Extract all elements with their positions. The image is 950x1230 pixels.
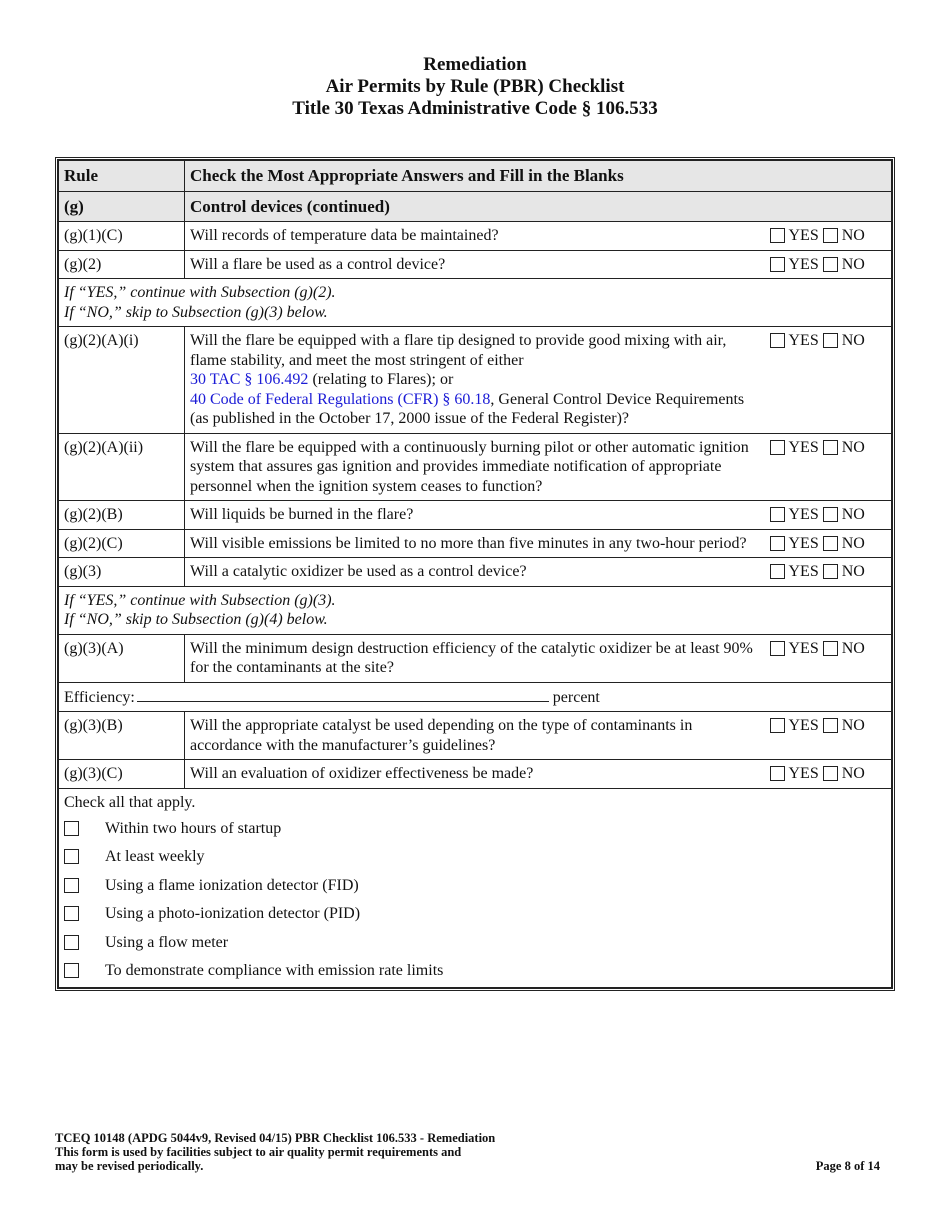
rule-cell: (g)(3)(B) (59, 712, 185, 760)
instruction-line: If “NO,” skip to Subsection (g)(3) below. (64, 303, 328, 321)
question-text: Will the flare be equipped with a flare tip designed to provide good mixing with air, flame stability, and meet the most stringent of either (190, 332, 727, 369)
section-desc: Control devices (continued) (185, 191, 892, 222)
instruction-line: If “NO,” skip to Subsection (g)(4) below. (64, 611, 328, 628)
yes-label: YES (788, 534, 819, 552)
header-desc: Check the Most Appropriate Answers and Fill in the Blanks (185, 161, 892, 192)
table-row (59, 760, 892, 789)
yes-no-cell (762, 222, 892, 251)
efficiency-unit: percent (552, 688, 600, 706)
table-row (59, 634, 892, 682)
rule-cell: (g)(3) (59, 558, 185, 587)
yes-checkbox[interactable] (770, 641, 785, 656)
document-title (0, 54, 950, 120)
yes-checkbox[interactable] (770, 228, 785, 243)
yes-label: YES (788, 227, 819, 244)
yes-no-cell (762, 634, 892, 682)
efficiency-row (59, 682, 892, 712)
no-label: NO (841, 227, 865, 244)
option-item[interactable] (64, 871, 886, 900)
rule-cell: (g)(2)(A)(i) (59, 327, 185, 434)
option-label: At least weekly (105, 848, 205, 865)
yes-label: YES (788, 765, 819, 782)
rule-cell: (g)(2)(B) (59, 501, 185, 530)
option-checkbox[interactable] (64, 906, 79, 921)
no-checkbox[interactable] (823, 718, 838, 733)
instruction-line: If “YES,” continue with Subsection (g)(2). (64, 284, 336, 301)
yes-label: YES (788, 332, 819, 349)
yes-no-cell (762, 760, 892, 789)
option-checkbox[interactable] (64, 935, 79, 950)
link-40-cfr-60-18[interactable]: 40 Code of Federal Regulations (CFR) § 60.18 (190, 390, 491, 408)
table-row (59, 327, 892, 434)
question-cell: Will the minimum design destruction efficiency of the catalytic oxidizer be at least 90% for the contaminants at the site? (185, 634, 762, 682)
question-text: (relating to Flares); or (308, 371, 454, 388)
yes-no-cell (762, 250, 892, 279)
no-label: NO (841, 534, 865, 552)
table-row (59, 712, 892, 760)
no-checkbox[interactable] (823, 766, 838, 781)
instruction-row (59, 279, 892, 327)
option-checkbox[interactable] (64, 963, 79, 978)
title-line-3: Title 30 Texas Administrative Code § 106.533 (292, 98, 658, 119)
yes-label: YES (788, 563, 819, 580)
no-label: NO (841, 717, 865, 734)
page-number: Page 8 of 14 (815, 1159, 880, 1173)
table-row (59, 250, 892, 279)
yes-checkbox[interactable] (770, 257, 785, 272)
question-text: , General Control Device Requirements (as published in the October 17, 2000 issue of the Federal Register)? (190, 390, 745, 427)
no-checkbox[interactable] (823, 333, 838, 348)
section-row (59, 191, 892, 222)
no-label: NO (841, 765, 865, 782)
rule-cell: (g)(2)(C) (59, 529, 185, 558)
no-checkbox[interactable] (823, 440, 838, 455)
footer-note-line: This form is used by facilities subject to air quality permit requirements and (55, 1145, 462, 1159)
efficiency-input[interactable] (137, 687, 549, 702)
table-row (59, 529, 892, 558)
rule-cell: (g)(1)(C) (59, 222, 185, 251)
yes-no-cell (762, 558, 892, 587)
option-item[interactable] (64, 843, 886, 872)
instruction-row (59, 586, 892, 634)
option-label: Using a photo-ionization detector (PID) (105, 905, 361, 922)
table-row (59, 222, 892, 251)
title-line-1: Remediation (423, 54, 527, 75)
option-item[interactable] (64, 900, 886, 929)
rule-cell: (g)(2) (59, 250, 185, 279)
yes-no-cell (762, 433, 892, 501)
option-checkbox[interactable] (64, 849, 79, 864)
question-cell: Will liquids be burned in the flare? (185, 501, 762, 530)
section-rule: (g) (59, 191, 185, 222)
no-checkbox[interactable] (823, 228, 838, 243)
question-cell: Will a catalytic oxidizer be used as a control device? (185, 558, 762, 587)
table-row (59, 558, 892, 587)
checklist-table (58, 160, 892, 988)
question-cell: Will the flare be equipped with a continuously burning pilot or other automatic ignition system that assures gas ignition and provides immediate notification of appropriate personnel when the ignition system ceases to function? (185, 433, 762, 501)
link-30-tac-106-492[interactable]: 30 TAC § 106.492 (190, 371, 309, 388)
yes-no-cell (762, 529, 892, 558)
header-rule: Rule (59, 161, 185, 192)
question-cell (185, 327, 762, 434)
no-label: NO (841, 438, 865, 456)
no-label: NO (841, 639, 865, 657)
question-cell: Will the appropriate catalyst be used depending on the type of contaminants in accordance with the manufacturer’s guidelines? (185, 712, 762, 760)
instruction-line: If “YES,” continue with Subsection (g)(3). (64, 591, 336, 609)
check-all-label: Check all that apply. (64, 793, 196, 811)
option-label: Within two hours of startup (105, 819, 282, 837)
no-checkbox[interactable] (823, 536, 838, 551)
yes-checkbox[interactable] (770, 718, 785, 733)
yes-checkbox[interactable] (770, 536, 785, 551)
yes-label: YES (788, 255, 819, 273)
yes-no-cell (762, 327, 892, 434)
option-item[interactable] (64, 814, 886, 843)
yes-checkbox[interactable] (770, 333, 785, 348)
no-label: NO (841, 506, 865, 523)
footer-form-id: TCEQ 10148 (APDG 5044v9, Revised 04/15) PBR Checklist 106.533 - Remediation (55, 1131, 496, 1145)
option-item[interactable] (64, 957, 886, 986)
yes-checkbox[interactable] (770, 766, 785, 781)
no-checkbox[interactable] (823, 257, 838, 272)
instruction-note (59, 586, 892, 634)
option-label: Using a flame ionization detector (FID) (105, 876, 359, 894)
yes-no-cell (762, 501, 892, 530)
instruction-note (59, 279, 892, 327)
yes-label: YES (788, 438, 819, 456)
rule-cell: (g)(3)(A) (59, 634, 185, 682)
page-footer (55, 1131, 880, 1173)
option-checkbox[interactable] (64, 878, 79, 893)
no-checkbox[interactable] (823, 641, 838, 656)
no-label: NO (841, 332, 865, 349)
no-checkbox[interactable] (823, 564, 838, 579)
yes-checkbox[interactable] (770, 507, 785, 522)
yes-checkbox[interactable] (770, 440, 785, 455)
check-all-row (59, 788, 892, 988)
checklist-table-frame (55, 157, 895, 991)
no-label: NO (841, 563, 865, 580)
title-line-2: Air Permits by Rule (PBR) Checklist (325, 76, 625, 97)
yes-no-cell (762, 712, 892, 760)
no-checkbox[interactable] (823, 507, 838, 522)
question-cell: Will a flare be used as a control device? (185, 250, 762, 279)
yes-label: YES (788, 639, 819, 657)
option-label: To demonstrate compliance with emission rate limits (105, 962, 444, 979)
rule-cell: (g)(2)(A)(ii) (59, 433, 185, 501)
question-cell: Will records of temperature data be maintained? (185, 222, 762, 251)
table-header-row (59, 161, 892, 192)
yes-label: YES (788, 717, 819, 734)
yes-checkbox[interactable] (770, 564, 785, 579)
check-all-cell (59, 788, 892, 988)
table-row (59, 501, 892, 530)
efficiency-label: Efficiency: (64, 688, 135, 706)
yes-label: YES (788, 506, 819, 523)
question-cell: Will visible emissions be limited to no more than five minutes in any two-hour period? (185, 529, 762, 558)
footer-note-line: may be revised periodically. (55, 1159, 204, 1173)
option-checkbox[interactable] (64, 821, 79, 836)
table-row (59, 433, 892, 501)
no-label: NO (841, 255, 865, 273)
efficiency-cell (59, 682, 892, 712)
rule-cell: (g)(3)(C) (59, 760, 185, 789)
option-item[interactable] (64, 928, 886, 957)
question-cell: Will an evaluation of oxidizer effectiveness be made? (185, 760, 762, 789)
option-label: Using a flow meter (105, 933, 229, 951)
